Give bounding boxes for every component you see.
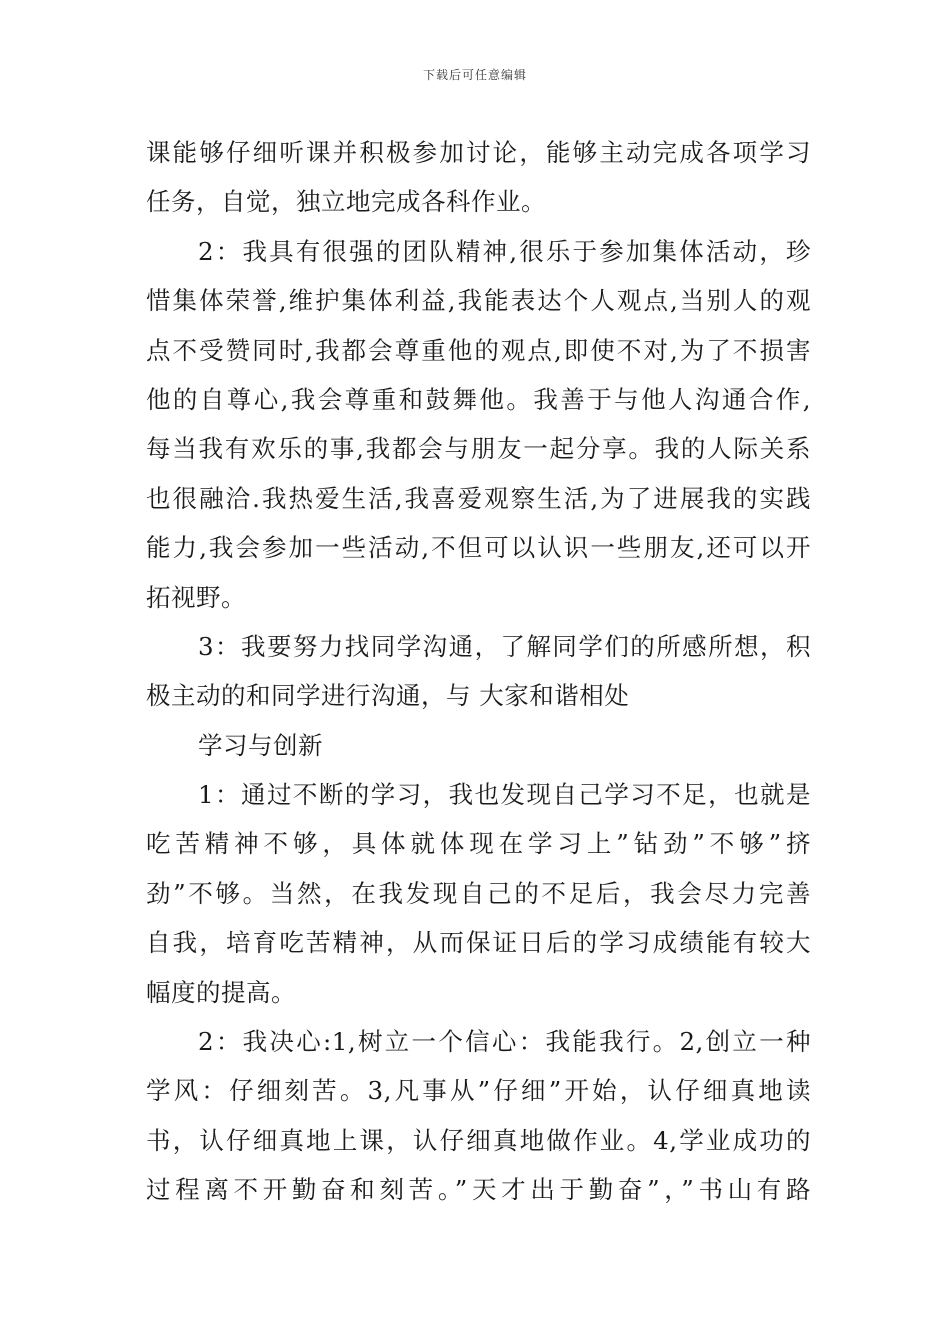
text-line: 吃苦精神不够，具体就体现在学习上”钻劲”不够”挤 [146,829,811,859]
document-body [146,128,811,1215]
text-line: 极主动的和同学进行沟通，与 大家和谐相处 [146,681,630,711]
text-line: 幅度的提高。 [146,977,296,1007]
section-heading: 学习与创新 [198,730,323,760]
text-line: 过程离不开勤奋和刻苦。”天才出于勤奋”，”书山有路 [146,1175,811,1205]
text-line: 2：我决心:1,树立一个信心：我能我行。2,创立一种 [198,1027,811,1057]
text-line: 拓视野。 [146,582,246,612]
text-line: 惜集体荣誉,维护集体利益,我能表达个人观点,当别人的观 [146,286,811,316]
text-line: 2：我具有很强的团队精神,很乐于参加集体活动，珍 [198,236,811,266]
text-line: 1：通过不断的学习，我也发现自己学习不足，也就是 [198,780,811,810]
text-line: 自我，培育吃苦精神，从而保证日后的学习成绩能有较大 [146,928,811,958]
text-line: 也很融洽.我热爱生活,我喜爱观察生活,为了进展我的实践 [146,483,811,513]
text-line: 他的自尊心,我会尊重和鼓舞他。我善于与他人沟通合作, [146,384,811,414]
text-line: 课能够仔细听课并积极参加讨论，能够主动完成各项学习 [146,138,811,167]
text-line: 每当我有欢乐的事,我都会与朋友一起分享。我的人际关系 [146,434,811,464]
text-line: 劲”不够。当然，在我发现自己的不足后，我会尽力完善 [146,878,811,908]
text-line: 学风：仔细刻苦。3,凡事从”仔细”开始，认仔细真地读 [146,1076,811,1106]
text-line: 点不受赞同时,我都会尊重他的观点,即使不对,为了不损害 [146,335,811,365]
text-line: 书，认仔细真地上课，认仔细真地做作业。4,学业成功的 [146,1125,811,1155]
text-line: 3：我要努力找同学沟通，了解同学们的所感所想，积 [198,631,811,661]
page-header-note: 下载后可任意编辑 [422,68,527,82]
text-line: 能力,我会参加一些活动,不但可以认识一些朋友,还可以开 [146,533,811,563]
text-line: 任务，自觉，独立地完成各科作业。 [146,187,546,217]
